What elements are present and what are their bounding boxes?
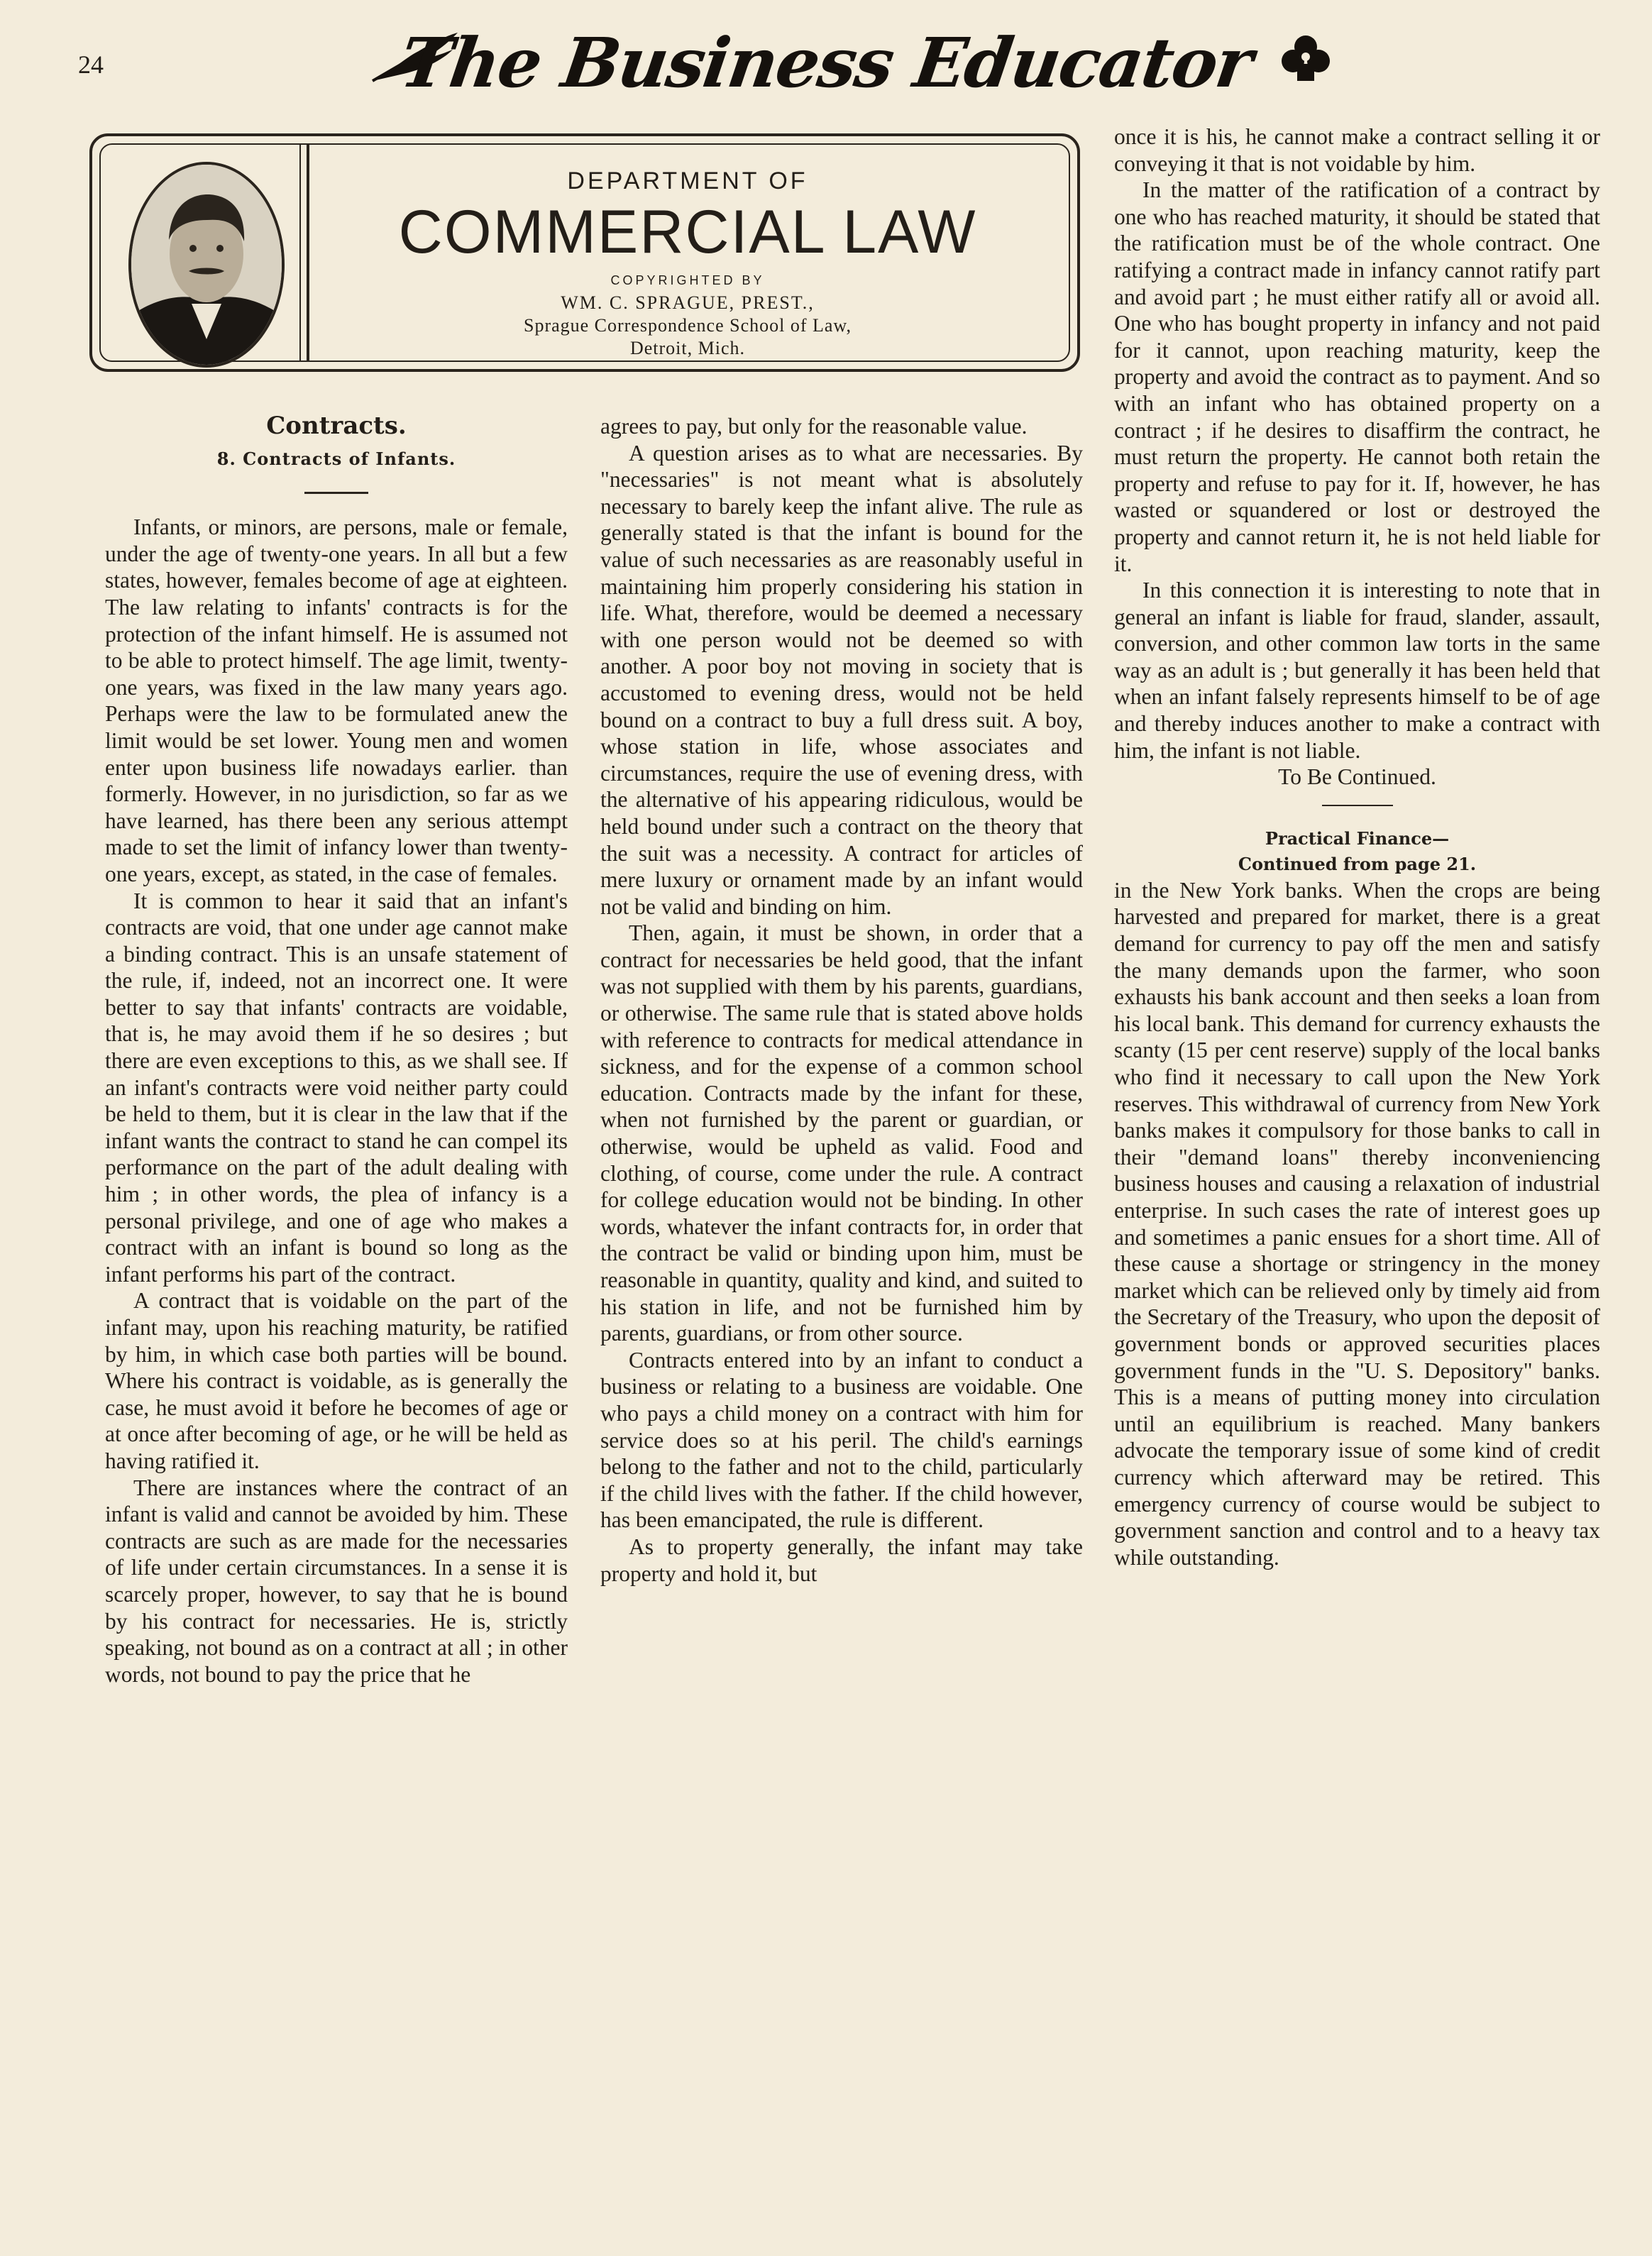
masthead: The Business Educator xyxy=(395,23,1257,103)
divider xyxy=(1322,805,1393,806)
article-column-1 xyxy=(105,413,568,1688)
aside-title: Practical Finance— xyxy=(1265,827,1450,849)
paragraph: Then, again, it must be shown, in order that a contract for necessaries be held good, that the infant was not supplied with them by his parents, guardians, or otherwise. The same rule that is stated above holds with reference to contracts for medical attendance in sickness, and for the expense of a common school education. Contracts made by the infant for these, when not furnished by the parent or guardian, or otherwise, would be upheld as valid. Food and clothing, of course, come under the rule. A contract for college education would not be binding. In other words, whatever the infant contracts for, in order that the contract be valid or binding upon him, must be reasonable in quantity, quality and kind, and suited to his station in life, and not be furnished him by parents, guardians, or from other source. xyxy=(600,920,1083,1346)
portrait-frame xyxy=(101,145,309,361)
author-portrait xyxy=(128,162,285,368)
article-column-2 xyxy=(600,413,1083,1587)
author-name: WM. C. SPRAGUE, PREST., xyxy=(561,292,815,313)
to-be-continued: To Be Continued. xyxy=(1278,764,1436,790)
paragraph: Contracts entered into by an infant to conduct a business or relating to a business are voidable. One who pays a child money on a contract with him for service does so at his peril. The child's earnings belong to the father and not to the child, particularly if the child lives with the father. If the child however, has been emancipated, the rule is different. xyxy=(600,1347,1083,1533)
department-heading: DEPARTMENT OF xyxy=(567,167,808,194)
paragraph: A question arises as to what are necessaries. By "necessaries" is not meant what is absolutely necessary to barely keep the infant alive. The rule as generally stated is that the infant is bound for the value of such necessaries as are reasonably useful in maintaining him properly considering his station in life. What, therefore, would be deemed a necessary with one person would not be deemed so with another. A poor boy not moving in society that is accustomed to evening dress, would not be held bound on a contract to buy a full dress suit. A boy, whose station in life, whose associates and circumstances, require the use of evening dress, with the alternative of his appearing ridiculous, would be held bound under such a contract on the theory that the suit was a necessity. A contract for articles of mere luxury or ornament made by an infant would not be valid and binding on him. xyxy=(600,440,1083,919)
copyright-label: COPYRIGHTED BY xyxy=(610,273,765,287)
aside-subtitle: Continued from page 21. xyxy=(1238,853,1477,874)
emblem-icon xyxy=(1277,28,1334,85)
article-title: Contracts. xyxy=(266,412,407,440)
paragraph: once it is his, he cannot make a contract selling it or conveying it that is not voidable by him. xyxy=(1114,124,1600,176)
paragraph: As to property generally, the infant may take property and hold it, but xyxy=(600,1534,1083,1586)
school-city: Detroit, Mich. xyxy=(629,338,746,358)
school-name: Sprague Correspondence School of Law, xyxy=(523,315,852,336)
paragraph: In this connection it is interesting to note that in general an infant is liable for fraud, slander, assault, conversion, and other common law torts in the same way as an adult is ; but generally it has been held that when an infant falsely represents himself to be of age and thereby induces another to make a contract with him, the infant is not liable. xyxy=(1114,578,1600,763)
paragraph: A contract that is voidable on the part of the infant may, upon his reaching maturity, be ratified by him, in which case both parties will be bound. Where his contract is voidable, as is generally the case, he must avoid it before he becomes of age or at once after becoming of age, or he will be held as having ratified it. xyxy=(105,1288,568,1473)
page-number: 24 xyxy=(78,50,104,79)
department-text xyxy=(312,163,1063,359)
paragraph: agrees to pay, but only for the reasonable value. xyxy=(600,414,1028,439)
department-title: COMMERCIAL LAW xyxy=(398,198,977,266)
aside-body: in the New York banks. When the crops are being harvested and prepared for market, there is a great demand for currency to pay off the men and satisfy the many demands upon the farmer, who soon exhausts his bank account and then seeks a loan from his local bank. This demand for currency exhausts the scanty (15 per cent reserve) supply of the local banks who find it necessary to call upon the New York reserves. This withdrawal of currency from New York banks makes it compulsory for those banks to call in their "demand loans" thereby inconveniencing business houses and causing a relaxation of industrial enterprise. In such cases the rate of interest goes up and sometimes a panic ensues for a short time. All of these cause a shortage or stringency in the money market which can be relieved only by timely aid from the Secretary of the Treasury, who upon the deposit of government bonds or approved securities places government funds in the "U. S. Depository" banks. This is a means of putting money into circulation until an equilibrium is reached. Many bankers advocate the temporary issue of some kind of credit currency which afterward may be retired. This emergency currency of course would be subject to government sanction and control and to a heavy tax while outstanding. xyxy=(1114,877,1600,1570)
article-subtitle: 8. Contracts of Infants. xyxy=(216,448,456,469)
divider xyxy=(304,492,368,494)
paragraph: It is common to hear it said that an infant's contracts are void, that one under age cannot make a binding contract. This is an unsafe statement of the rule, if, indeed, not an incorrect one. It were better to say that infants' contracts are voidable, that is, he may avoid them if he so desires ; but there are even exceptions to this, as we shall see. If an infant's contracts were void neither party could be held to them, but it is clear in the law that if the infant wants the contract to stand he can compel its performance on the part of the adult dealing with him ; in other words, the plea of infancy is a personal privilege, and one of age who makes a contract with an infant is bound so long as the infant performs his part of the contract. xyxy=(105,888,568,1287)
paragraph: In the matter of the ratification of a contract by one who has reached maturity, it should be stated that the ratification must be of the whole contract. One ratifying a contract made in infancy cannot ratify part and avoid part ; he must either ratify all or avoid all. One who has bought property in infancy and not paid for it cannot, upon reaching maturity, keep the property and avoid the contract as to payment. And so with an infant who has obtained property on a contract ; if he desires to disaffirm the contract, he must return the property. He cannot both retain the property and refuse to pay for it. If, however, he has wasted or squandered or lost or destroyed the property and cannot return it, he is not held liable for it. xyxy=(1114,177,1600,576)
article-column-3 xyxy=(1114,123,1600,1570)
department-header xyxy=(89,133,1080,372)
paragraph: Infants, or minors, are persons, male or female, under the age of twenty-one years. In all but a few states, however, females become of age at eighteen. The law relating to infants' contracts is for the protection of the infant himself. He is assumed not to be able to protect himself. The age limit, twenty-one years, was fixed in the law many years ago. Perhaps were the law to be formulated anew the limit would be set lower. Young men and women enter upon business life nowadays earlier. than formerly. However, in no jurisdiction, so far as we have learned, has there been any serious attempt made to set the limit of infancy lower than twenty-one years, except, as stated, in the case of females. xyxy=(105,515,568,886)
paragraph: There are instances where the contract of an infant is valid and cannot be avoided by him. These contracts are such as are made for the necessaries of life under certain circumstances. In a sense it is scarcely proper, however, to say that he is bound by his contract for necessaries. He is, strictly speaking, not bound as on a contract at all ; in other words, not bound to pay the price that he xyxy=(105,1475,568,1687)
